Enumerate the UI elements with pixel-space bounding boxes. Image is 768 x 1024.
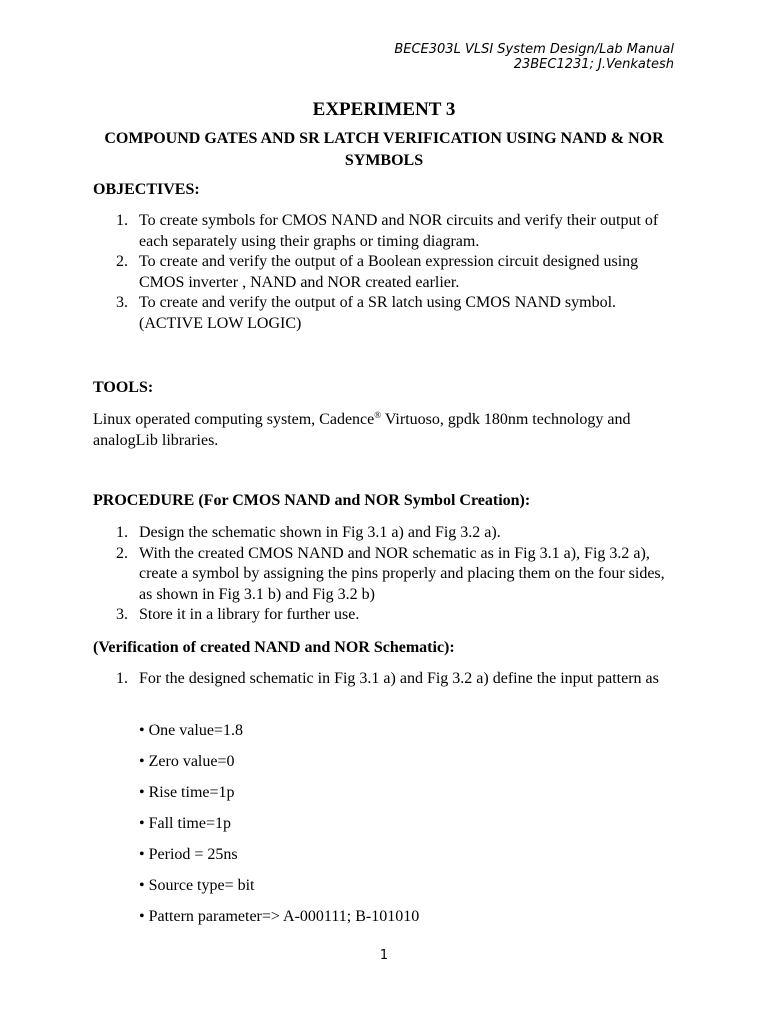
bullet-icon: •: [139, 815, 145, 832]
list-item: [139, 721, 639, 752]
experiment-title: EXPERIMENT 3: [312, 99, 456, 120]
experiment-subtitle: COMPOUND GATES AND SR LATCH VERIFICATION USING NAND & NOR SYMBOLS: [104, 130, 664, 169]
list-item: [139, 876, 639, 907]
bullet-text: Period = 25ns: [148, 846, 238, 863]
header-course-line: BECE303L VLSI System Design/Lab Manual: [394, 42, 674, 57]
bullet-text: One value=1.8: [148, 722, 243, 739]
bullet-icon: •: [139, 784, 145, 801]
list-number: 2.: [116, 544, 128, 562]
procedure-text: Design the schematic shown in Fig 3.1 a) and Fig 3.2 a).: [139, 524, 501, 541]
verification-text: For the designed schematic in Fig 3.1 a) and Fig 3.2 a) define the input pattern as: [139, 670, 659, 687]
objective-text: To create and verify the output of a Boolean expression circuit designed using CMOS inverter , NAND and NOR created earlier.: [139, 253, 639, 291]
bullet-text: Fall time=1p: [148, 815, 231, 832]
objective-text: To create symbols for CMOS NAND and NOR circuits and verify their output of each separately using their graphs or timing diagram.: [139, 212, 659, 250]
page-header: [394, 42, 674, 72]
list-number: 1.: [116, 524, 128, 541]
list-item: [139, 814, 639, 845]
objectives-heading: OBJECTIVES:: [93, 181, 200, 198]
tools-text-after: Virtuoso, gpdk 180nm technology and analogLib libraries.: [93, 411, 631, 449]
tools-heading: TOOLS:: [93, 379, 154, 396]
bullet-icon: •: [139, 753, 145, 770]
list-number: 3.: [116, 606, 128, 623]
bullet-text: Pattern parameter=> A-000111; B-101010: [148, 908, 420, 925]
procedure-heading: PROCEDURE (For CMOS NAND and NOR Symbol Creation):: [93, 492, 531, 509]
list-number: 1.: [116, 670, 128, 687]
list-number: 1.: [116, 212, 128, 229]
bullet-text: Rise time=1p: [148, 784, 235, 801]
procedure-text: With the created CMOS NAND and NOR schematic as in Fig 3.1 a), Fig 3.2 a), create a symbol by assigning the pins properly and placing them on the four sides, as shown in Fig 3.1 b) and Fig 3.2 b): [139, 544, 665, 603]
procedure-list: [116, 523, 676, 626]
procedure-text: Store it in a library for further use.: [139, 606, 360, 623]
objective-item: [116, 211, 676, 252]
procedure-item: [116, 605, 676, 626]
bullet-icon: •: [139, 722, 145, 739]
bullet-icon: •: [139, 908, 145, 925]
procedure-item: [116, 523, 676, 544]
bullet-text: Source type= bit: [148, 877, 255, 894]
objectives-list: [116, 211, 676, 334]
page-number: 1: [379, 948, 389, 963]
bullet-text: Zero value=0: [148, 753, 235, 770]
tools-text-before: Linux operated computing system, Cadence: [93, 411, 375, 428]
bullet-icon: •: [139, 846, 145, 863]
list-number: 3.: [116, 294, 128, 311]
verification-heading: (Verification of created NAND and NOR Schematic):: [93, 639, 455, 656]
registered-mark: ®: [374, 410, 382, 420]
verification-item: [116, 669, 676, 690]
objective-text: To create and verify the output of a SR latch using CMOS NAND symbol. (ACTIVE LOW LOGIC): [139, 294, 617, 332]
procedure-item: [116, 544, 676, 606]
list-item: [139, 752, 639, 783]
list-item: [139, 907, 639, 938]
tools-description: [93, 409, 683, 451]
bullet-icon: •: [139, 877, 145, 894]
list-number: 2.: [116, 253, 128, 270]
header-student-line: 23BEC1231; J.Venkatesh: [513, 57, 674, 72]
list-item: [139, 845, 639, 876]
input-pattern-list: [139, 721, 639, 938]
list-item: [139, 783, 639, 814]
verification-list: [116, 669, 676, 690]
objective-item: [116, 252, 676, 293]
objective-item: [116, 293, 676, 334]
